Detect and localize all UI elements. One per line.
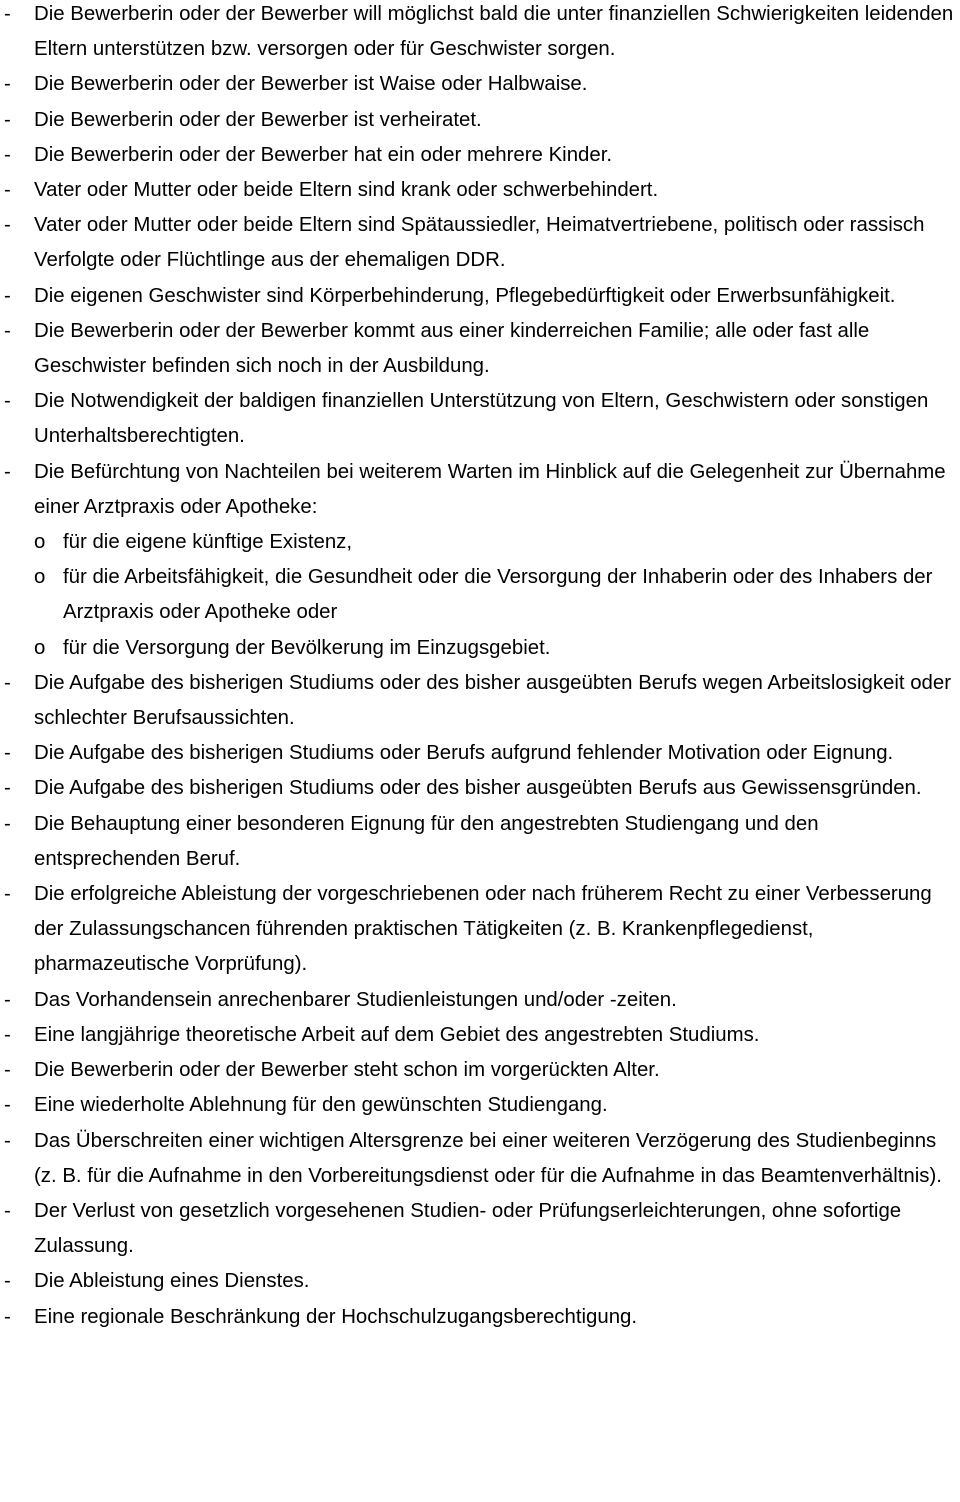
dash-marker: - xyxy=(4,73,11,96)
sub-list-item xyxy=(0,525,960,560)
dash-marker: - xyxy=(4,214,11,237)
sub-list-item xyxy=(0,560,960,630)
dash-marker: - xyxy=(4,460,11,483)
dash-marker: - xyxy=(4,777,11,800)
list-item-text: Die Befürchtung von Nachteilen bei weiterem Warten im Hinblick auf die Gelegenheit zur Übernahme einer Arztpraxis oder Apotheke: xyxy=(34,460,946,518)
dash-marker: - xyxy=(4,1305,11,1328)
list-item xyxy=(0,279,960,314)
circle-bullet-marker: o xyxy=(34,566,46,589)
dash-marker: - xyxy=(4,1270,11,1293)
list-item xyxy=(0,1264,960,1299)
dash-marker: - xyxy=(4,390,11,413)
list-item xyxy=(0,1088,960,1123)
list-item xyxy=(0,1124,960,1194)
list-item-text: Die Bewerberin oder der Bewerber will möglichst bald die unter finanziellen Schwierigkeiten leidenden Eltern unterstützen bzw. versorgen oder für Geschwister sorgen. xyxy=(34,3,954,61)
dash-marker: - xyxy=(4,742,11,765)
dash-marker: - xyxy=(4,988,11,1011)
list-item xyxy=(0,983,960,1018)
dash-marker: - xyxy=(4,1023,11,1046)
list-item-text: Die eigenen Geschwister sind Körperbehinderung, Pflegebedürftigkeit oder Erwerbsunfähigkeit. xyxy=(34,284,896,307)
list-item xyxy=(0,877,960,983)
list-item-text: Die Bewerberin oder der Bewerber kommt aus einer kinderreichen Familie; alle oder fast alle Geschwister befinden sich noch in der Ausbildung. xyxy=(34,319,870,378)
list-item xyxy=(0,1018,960,1053)
circle-bullet-marker: o xyxy=(34,531,46,554)
dash-marker: - xyxy=(4,1094,11,1117)
list-item-text: Die Bewerberin oder der Bewerber ist Waise oder Halbwaise. xyxy=(34,73,588,96)
list-item xyxy=(0,314,960,384)
list-item xyxy=(0,173,960,208)
circle-bullet-marker: o xyxy=(34,636,46,659)
sub-list-item-text: für die Versorgung der Bevölkerung im Einzugsgebiet. xyxy=(63,636,551,659)
sub-list-item-text: für die Arbeitsfähigkeit, die Gesundheit oder die Versorgung der Inhaberin oder des Inhabers der Arztpraxis oder Apotheke oder xyxy=(63,566,933,624)
list-item xyxy=(0,1194,960,1264)
list-item xyxy=(0,771,960,806)
sub-list-item-text: für die eigene künftige Existenz, xyxy=(63,531,353,554)
list-item xyxy=(0,807,960,877)
list-item-text: Die Behauptung einer besonderen Eignung für den angestrebten Studiengang und den entsprechenden Beruf. xyxy=(34,812,819,870)
dash-marker: - xyxy=(4,319,11,342)
list-item xyxy=(0,1053,960,1088)
list-item xyxy=(0,384,960,454)
dash-marker: - xyxy=(4,1059,11,1082)
list-item-text: Die Aufgabe des bisherigen Studiums oder Berufs aufgrund fehlender Motivation oder Eignung. xyxy=(34,742,894,765)
list-item-text: Vater oder Mutter oder beide Eltern sind Spätaussiedler, Heimatvertriebene, politisch oder rassisch Verfolgte oder Flüchtlinge aus der ehemaligen DDR. xyxy=(34,214,925,272)
list-item-text: Die Bewerberin oder der Bewerber hat ein oder mehrere Kinder. xyxy=(34,143,613,166)
list-item-text: Der Verlust von gesetzlich vorgesehenen Studien- oder Prüfungserleichterungen, ohne sofortige Zulassung. xyxy=(34,1199,902,1258)
list-item-text: Die Ableistung eines Dienstes. xyxy=(34,1270,310,1293)
list-item xyxy=(0,666,960,736)
list-item xyxy=(0,138,960,173)
dash-marker: - xyxy=(4,179,11,202)
list-item xyxy=(0,0,960,67)
dash-marker: - xyxy=(4,143,11,166)
dash-marker: - xyxy=(4,284,11,307)
list-item-text: Eine wiederholte Ablehnung für den gewünschten Studiengang. xyxy=(34,1094,608,1117)
dash-marker: - xyxy=(4,108,11,131)
list-item-text: Die Bewerberin oder der Bewerber steht schon im vorgerückten Alter. xyxy=(34,1059,660,1082)
list-item-text: Die erfolgreiche Ableistung der vorgeschriebenen oder nach früherem Recht zu einer Verbesserung der Zulassungschancen führenden praktischen Tätigkeiten (z. B. Krankenpflegedienst, pharmazeutische Vorprüfung). xyxy=(34,883,932,976)
list-item-text: Die Aufgabe des bisherigen Studiums oder des bisher ausgeübten Berufs aus Gewissensgründen. xyxy=(34,777,922,800)
dash-marker: - xyxy=(4,1199,11,1222)
list-item-text: Die Bewerberin oder der Bewerber ist verheiratet. xyxy=(34,108,482,131)
list-item-text: Vater oder Mutter oder beide Eltern sind krank oder schwerbehindert. xyxy=(34,179,659,202)
sub-list-item xyxy=(0,631,960,666)
dash-marker: - xyxy=(4,812,11,835)
list-item xyxy=(0,67,960,102)
dash-marker: - xyxy=(4,1129,11,1152)
list-item-text: Die Notwendigkeit der baldigen finanziellen Unterstützung von Eltern, Geschwistern oder sonstigen Unterhaltsberechtigten. xyxy=(34,390,929,448)
list-item xyxy=(0,1300,960,1335)
list-item-text: Das Vorhandensein anrechenbarer Studienleistungen und/oder -zeiten. xyxy=(34,988,677,1011)
dash-marker: - xyxy=(4,671,11,694)
list-item xyxy=(0,736,960,771)
list-item-text: Eine langjährige theoretische Arbeit auf dem Gebiet des angestrebten Studiums. xyxy=(34,1023,760,1046)
dash-marker: - xyxy=(4,883,11,906)
list-item-text: Das Überschreiten einer wichtigen Altersgrenze bei einer weiteren Verzögerung des Studienbeginns (z. B. für die Aufnahme in den Vorbereitungsdienst oder für die Aufnahme in das Beamtenverhältnis). xyxy=(34,1129,942,1187)
list-item-text: Die Aufgabe des bisherigen Studiums oder des bisher ausgeübten Berufs wegen Arbeitslosigkeit oder schlechter Berufsaussichten. xyxy=(34,671,952,730)
list-item xyxy=(0,208,960,278)
list-item xyxy=(0,455,960,525)
list-item xyxy=(0,103,960,138)
dash-marker: - xyxy=(4,3,11,25)
list-item-text: Eine regionale Beschränkung der Hochschulzugangsberechtigung. xyxy=(34,1305,638,1328)
